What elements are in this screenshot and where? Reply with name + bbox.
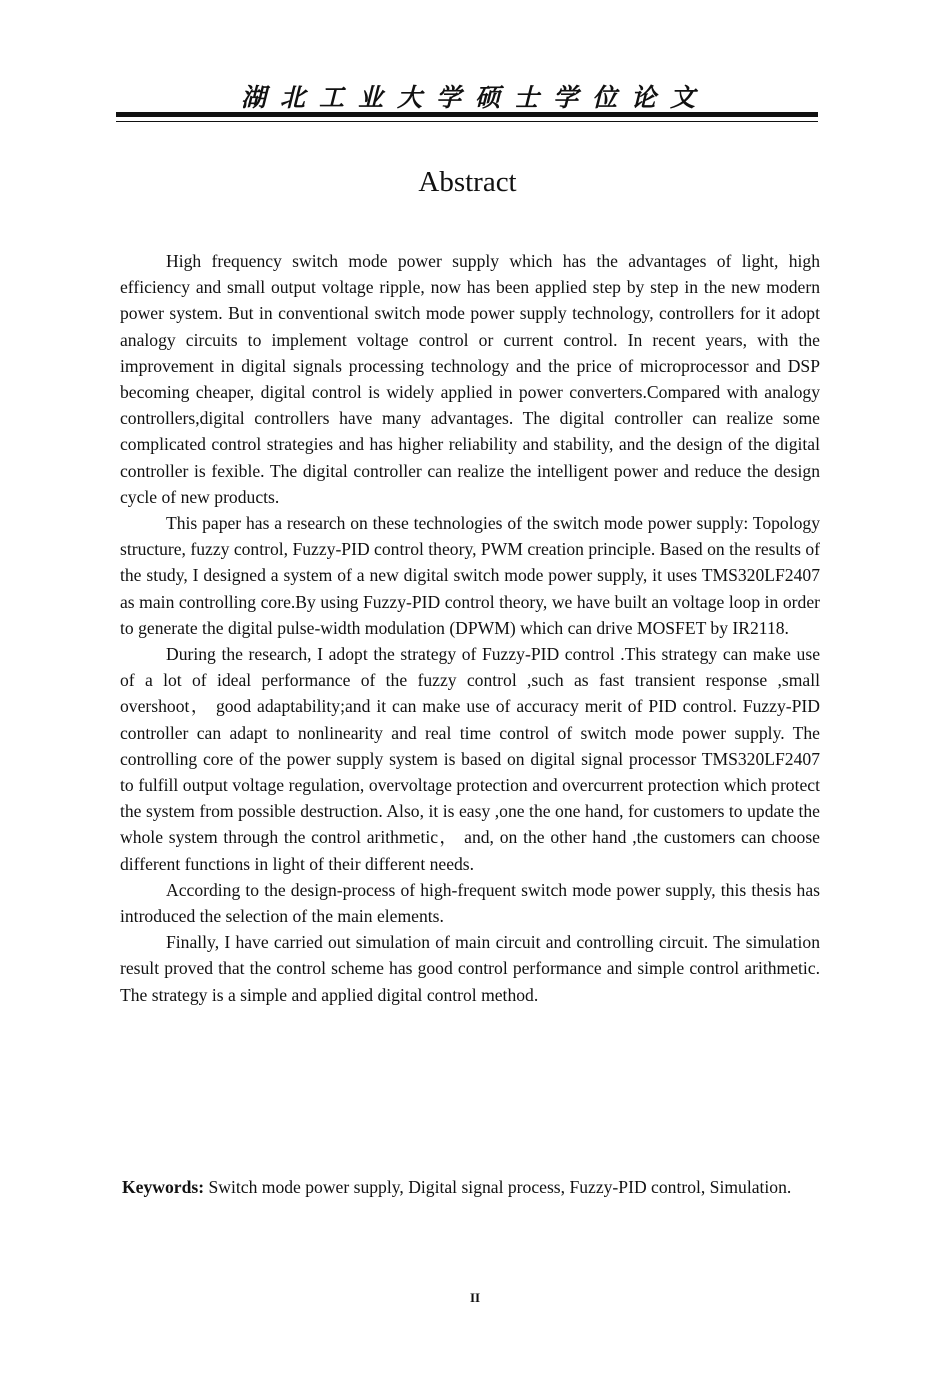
abstract-paragraph: According to the design-process of high-frequent switch mode power supply, this thesis has introduced the selection of the main elements. bbox=[120, 879, 820, 927]
abstract-paragraph: This paper has a research on these technologies of the switch mode power supply: Topology structure, fuzzy control, Fuzzy-PID control theory, PWM creation principle. Based on the results of the study, I designed a system of a new digital switch mode power supply, it uses TMS320LF2407 as main controlling core.By using Fuzzy-PID control theory, we have built an voltage loop in order to generate the digital pulse-width modulation (DPWM) which can drive MOSFET by IR2118. bbox=[120, 513, 820, 638]
header-rule-thick bbox=[116, 112, 818, 117]
abstract-paragraph: Finally, I have carried out simulation of main circuit and controlling circuit. The simulation result proved that the control scheme has good control performance and simple control arithmetic. The strategy is a simple and applied digital control method. bbox=[120, 932, 820, 1005]
header-rule-thin bbox=[116, 121, 818, 122]
abstract-paragraph: High frequency switch mode power supply which has the advantages of light, high efficiency and small output voltage ripple, now has been applied step by step in the new modern power system. But in conventional switch mode power supply technology, controllers for it adopt analogy circuits to implement voltage control or current control. In recent years, with the improvement in digital signals processing technology and the price of microprocessor and DSP becoming cheaper, digital control is widely applied in power converters.Compared with analogy controllers,digital controllers have many advantages. The digital controller can realize some complicated control strategies and has higher reliability and stability, and the design of the digital controller is fexible. The digital controller can realize the intelligent power and reduce the design cycle of new products. bbox=[120, 251, 820, 507]
abstract-title: Abstract bbox=[418, 166, 517, 198]
abstract-body bbox=[120, 248, 820, 1008]
keywords-text: Switch mode power supply, Digital signal process, Fuzzy-PID control, Simulation. bbox=[204, 1177, 792, 1197]
thesis-header-title: 湖北工业大学硕士学位论文 bbox=[240, 83, 709, 112]
abstract-paragraph: During the research, I adopt the strategy of Fuzzy-PID control .This strategy can make use of a lot of ideal performance of the fuzzy control ,such as fast transient response ,small overshoot， good adaptability;and it can make use of accuracy merit of PID control. Fuzzy-PID controller can adapt to nonlinearity and real time control of switch mode power supply. The controlling core of the power supply system is based on digital signal processor TMS320LF2407 to fulfill output voltage regulation, overvoltage protection and overcurrent protection which protect the system from possible destruction. Also, it is easy ,one the one hand, for customers to update the whole system through the control arithmetic， and, on the other hand ,the customers can choose different functions in light of their different needs. bbox=[120, 644, 820, 874]
page-number: II bbox=[469, 1290, 481, 1305]
keywords-label: Keywords: bbox=[122, 1177, 205, 1197]
keywords-block bbox=[122, 1174, 826, 1200]
